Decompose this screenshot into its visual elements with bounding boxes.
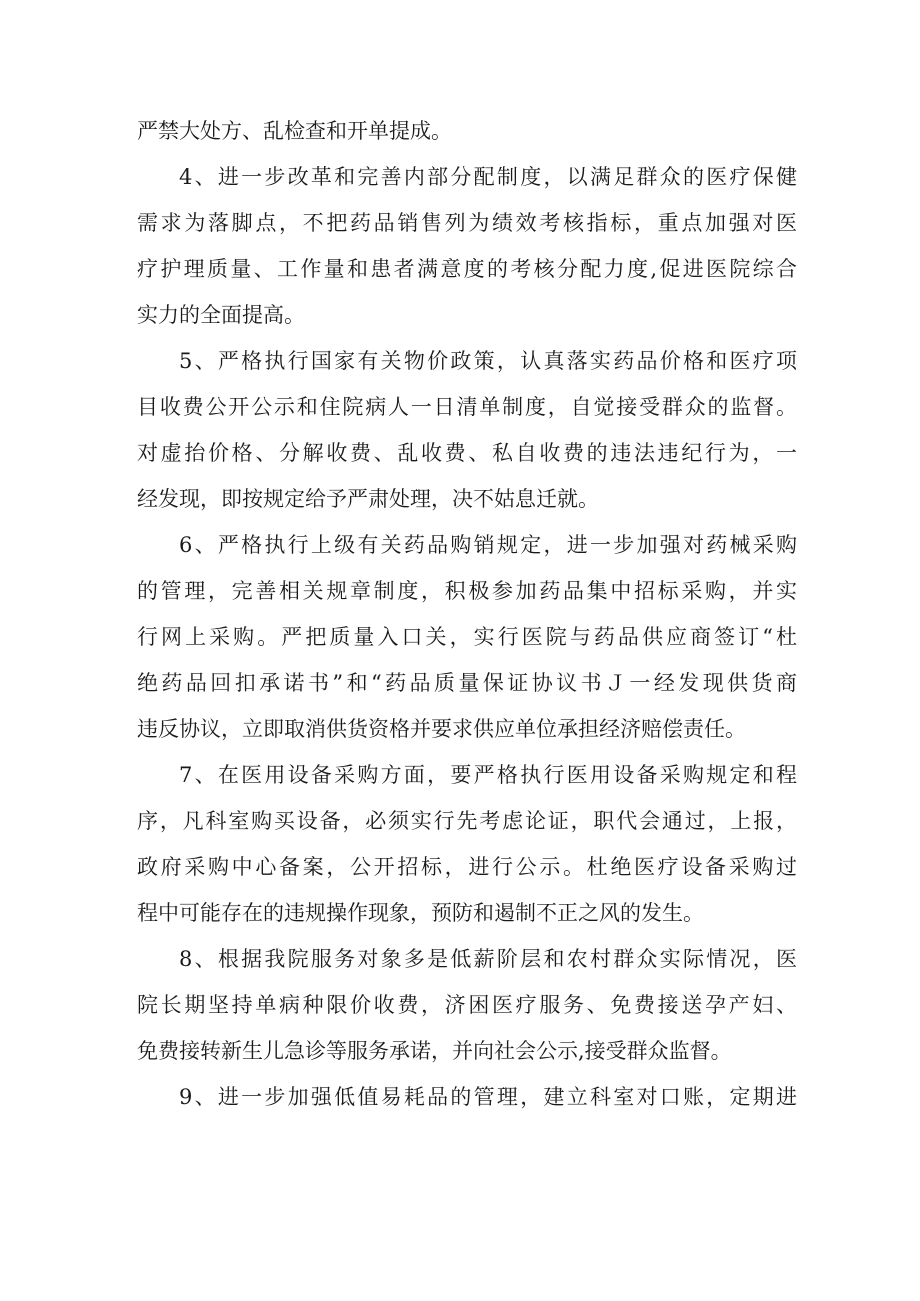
text-line: 实力的全面提高。 bbox=[137, 303, 305, 327]
document-body bbox=[137, 108, 797, 1120]
paragraph-5 bbox=[137, 338, 797, 522]
text-line: 违反协议，立即取消供货资格并要求供应单位承担经济赔偿责任。 bbox=[137, 717, 746, 741]
text-line: 5、严格执行国家有关物价政策，认真落实药品价格和医疗项 bbox=[179, 349, 797, 373]
text-line: 对虚抬价格、分解收费、乱收费、私自收费的违法违纪行为，一 bbox=[137, 441, 797, 465]
text-line: 9、进一步加强低值易耗品的管理，建立科室对口账，定期进 bbox=[179, 1085, 797, 1109]
text-line: 程中可能存在的违规操作现象，预防和遏制不正之风的发生。 bbox=[137, 901, 704, 925]
text-line: 绝药品回扣承诺书”和“药品质量保证协议书Ｊ一经发现供货商 bbox=[137, 671, 797, 695]
paragraph-4 bbox=[137, 154, 797, 338]
text-line: 序，凡科室购买设备，必须实行先考虑论证，职代会通过，上报， bbox=[137, 809, 797, 833]
text-line: 需求为落脚点，不把药品销售列为绩效考核指标，重点加强对医 bbox=[137, 211, 797, 235]
text-line: 行网上采购。严把质量入口关，实行医院与药品供应商签订“杜 bbox=[137, 625, 797, 649]
text-line: 疗护理质量、工作量和患者满意度的考核分配力度,促进医院综合 bbox=[137, 257, 797, 281]
paragraph-8 bbox=[137, 936, 797, 1074]
text-line: 6、严格执行上级有关药品购销规定，进一步加强对药械采购 bbox=[179, 533, 797, 557]
paragraph-6 bbox=[137, 522, 797, 752]
paragraph bbox=[137, 108, 797, 154]
text-line: 政府采购中心备案，公开招标，进行公示。杜绝医疗设备采购过 bbox=[137, 855, 797, 879]
text-line: 免费接转新生儿急诊等服务承诺，并向社会公示,接受群众监督。 bbox=[137, 1039, 732, 1063]
text-line: 4、进一步改革和完善内部分配制度，以满足群众的医疗保健 bbox=[179, 165, 797, 189]
text-line: 7、在医用设备采购方面，要严格执行医用设备采购规定和程 bbox=[179, 763, 797, 787]
text-line: 院长期坚持单病种限价收费，济困医疗服务、免费接送孕产妇、 bbox=[137, 993, 797, 1017]
text-line: 目收费公开公示和住院病人一日清单制度，自觉接受群众的监督。 bbox=[137, 395, 797, 419]
text-line: 8、根据我院服务对象多是低薪阶层和农村群众实际情况，医 bbox=[179, 947, 797, 971]
text-line: 的管理，完善相关规章制度，积极参加药品集中招标采购，并实 bbox=[137, 579, 797, 603]
text-line: 严禁大处方、乱检查和开单提成。 bbox=[137, 119, 452, 143]
paragraph-7 bbox=[137, 752, 797, 936]
text-line: 经发现，即按规定给予严肃处理，决不姑息迁就。 bbox=[137, 487, 599, 511]
paragraph-9 bbox=[137, 1074, 797, 1120]
